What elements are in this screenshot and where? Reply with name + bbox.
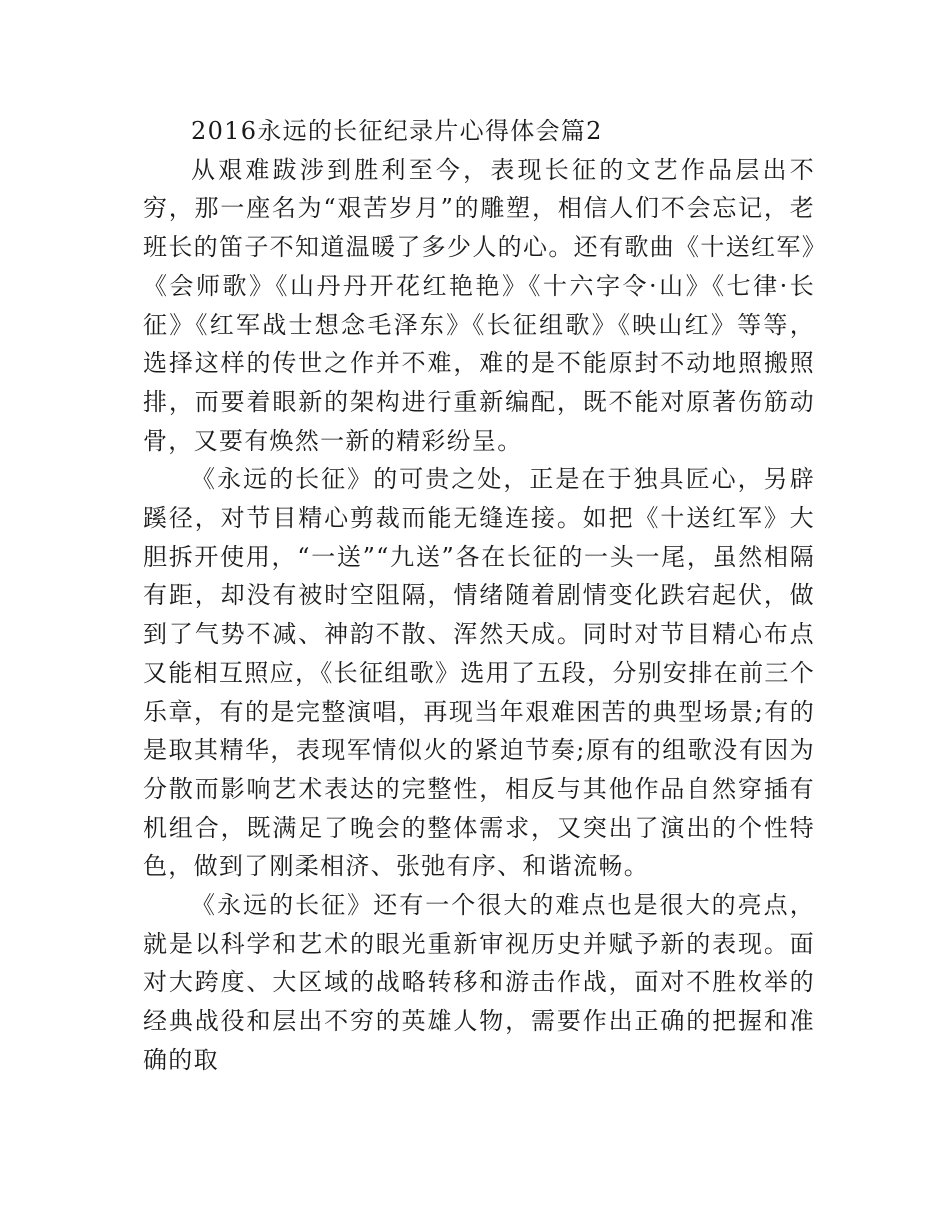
- paragraph-1: 从艰难跋涉到胜利至今，表现长征的文艺作品层出不穷，那一座名为“艰苦岁月”的雕塑，相信人们不会忘记，老班长的笛子不知道温暖了多少人的心。还有歌曲《十送红军》《会师歌》《山丹丹开花红艳艳》《十六字令·山》《七律·长征》《红军战士想念毛泽东》《长征组歌》《映山红》等等，选择这样的传世之作并不难，难的是不能原封不动地照搬照排，而要着眼新的架构进行重新编配，既不能对原著伤筋动骨，又要有焕然一新的精彩纷呈。: [143, 155, 815, 455]
- document-body: [143, 112, 815, 1080]
- document-title: 2016永远的长征纪录片心得体会篇2: [191, 117, 603, 145]
- paragraph-2: 《永远的长征》的可贵之处，正是在于独具匠心，另辟蹊径，对节目精心剪裁而能无缝连接。如把《十送红军》大胆拆开使用，“一送”“九送”各在长征的一头一尾，虽然相隔有距，却没有被时空阻隔，情绪随着剧情变化跌宕起伏，做到了气势不减、神韵不散、浑然天成。同时对节目精心布点又能相互照应，《长征组歌》选用了五段，分别安排在前三个乐章，有的是完整演唱，再现当年艰难困苦的典型场景;有的是取其精华，表现军情似火的紧迫节奏;原有的组歌没有因为分散而影响艺术表达的完整性，相反与其他作品自然穿插有机组合，既满足了晚会的整体需求，又突出了演出的个性特色，做到了刚柔相济、张弛有序、和谐流畅。: [143, 465, 815, 881]
- paragraph-3: 《永远的长征》还有一个很大的难点也是很大的亮点，就是以科学和艺术的眼光重新审视历史并赋予新的表现。面对大跨度、大区域的战略转移和游击作战，面对不胜枚举的经典战役和层出不穷的英雄人物，需要作出正确的把握和准确的取: [143, 891, 815, 1074]
